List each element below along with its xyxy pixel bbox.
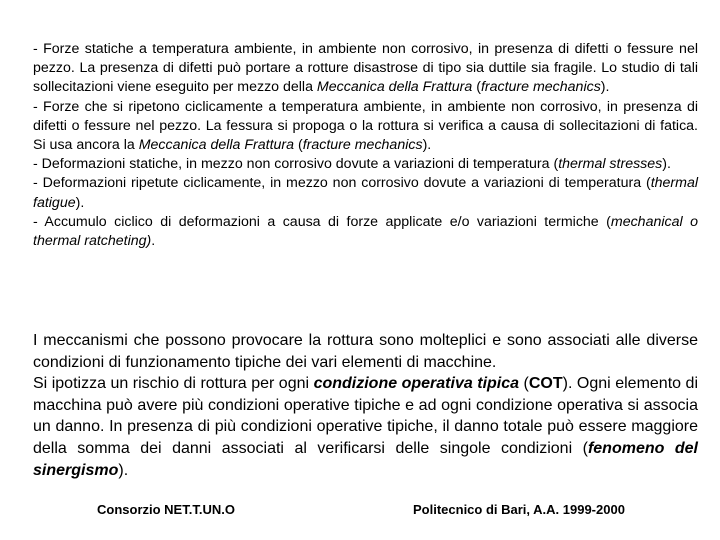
list-item-emphasis: fracture mechanics xyxy=(480,79,601,96)
list-item-text: - Forze che si ripetono ciclicamente a temperatura ambiente, in ambiente non corrosivo, in presenza di difetti o fessure nel pezzo. La fessura si propoga o la rottura si verifica a causa di sollecitazioni di fatica. Si usa ancora la xyxy=(33,98,698,154)
list-item xyxy=(33,98,698,156)
paragraph-text: ). xyxy=(118,461,129,479)
footer-right: Politecnico di Bari, A.A. 1999-2000 xyxy=(413,502,625,517)
footer-left: Consorzio NET.T.UN.O xyxy=(97,502,235,517)
list-item-emphasis: thermal stresses xyxy=(558,156,663,173)
term-condizione-operativa-tipica: condizione operativa tipica xyxy=(313,375,520,393)
paragraph-mechanisms: I meccanismi che possono provocare la rottura sono molteplici e sono associati alle diverse condizioni di funzionamento tipiche dei vari elementi di macchine. xyxy=(33,332,698,371)
term-fenomeno-del-sinergismo: fenomeno del sinergismo xyxy=(33,439,698,479)
list-item-text: ( xyxy=(472,79,481,96)
list-item-emphasis: thermal fatigue xyxy=(33,175,698,211)
list-item-text: ( xyxy=(294,137,303,154)
list-item xyxy=(33,40,698,98)
list-item xyxy=(33,155,698,174)
list-item-text: - Forze statiche a temperatura ambiente, in ambiente non corrosivo, in presenza di difetti o fessure nel pezzo. La presenza di difetti può portare a rotture disastrose di tipo sia duttile sia fragile. Lo studio di tali sollecitazioni viene eseguito per mezzo della xyxy=(33,41,698,96)
list-item-text: - Deformazioni statiche, in mezzo non corrosivo dovute a variazioni di temperatura ( xyxy=(33,156,559,173)
list-item xyxy=(33,174,698,212)
list-item-text: ). xyxy=(662,156,671,173)
list-item-text: ). xyxy=(422,137,432,154)
paragraph-text: ). Ogni elemento di macchina può avere più condizioni operative tipiche e ad ogni condizione operativa si associa un danno. In presenza di più condizioni operative tipiche, il danno totale può essere maggiore della somma dei danni associati al verificarsi delle singole condizioni ( xyxy=(33,375,698,457)
term-cot: COT xyxy=(528,375,563,393)
list-item-text: - Deformazioni ripetute ciclicamente, in mezzo non corrosivo dovute a variazioni di temperatura ( xyxy=(33,175,651,192)
list-item-text: - Accumulo ciclico di deformazioni a causa di forze applicate e/o variazioni termiche ( xyxy=(33,213,611,230)
list-item-text: ). xyxy=(600,79,610,96)
list-item-text: . xyxy=(151,233,156,250)
list-item-emphasis: mechanical o thermal ratcheting) xyxy=(33,213,698,250)
paragraph-text: ( xyxy=(519,375,529,393)
list-item xyxy=(33,213,698,251)
list-item-emphasis: Meccanica della Frattura xyxy=(138,137,295,154)
body-text xyxy=(33,330,698,481)
paragraph-text: Si ipotizza un rischio di rottura per ogni xyxy=(33,375,314,393)
list-item-text: ). xyxy=(75,194,85,211)
list-item-emphasis: Meccanica della Frattura xyxy=(316,79,473,96)
paragraph-risk xyxy=(33,373,698,481)
failure-cases-list xyxy=(33,40,698,251)
list-item-emphasis: fracture mechanics xyxy=(302,137,423,154)
